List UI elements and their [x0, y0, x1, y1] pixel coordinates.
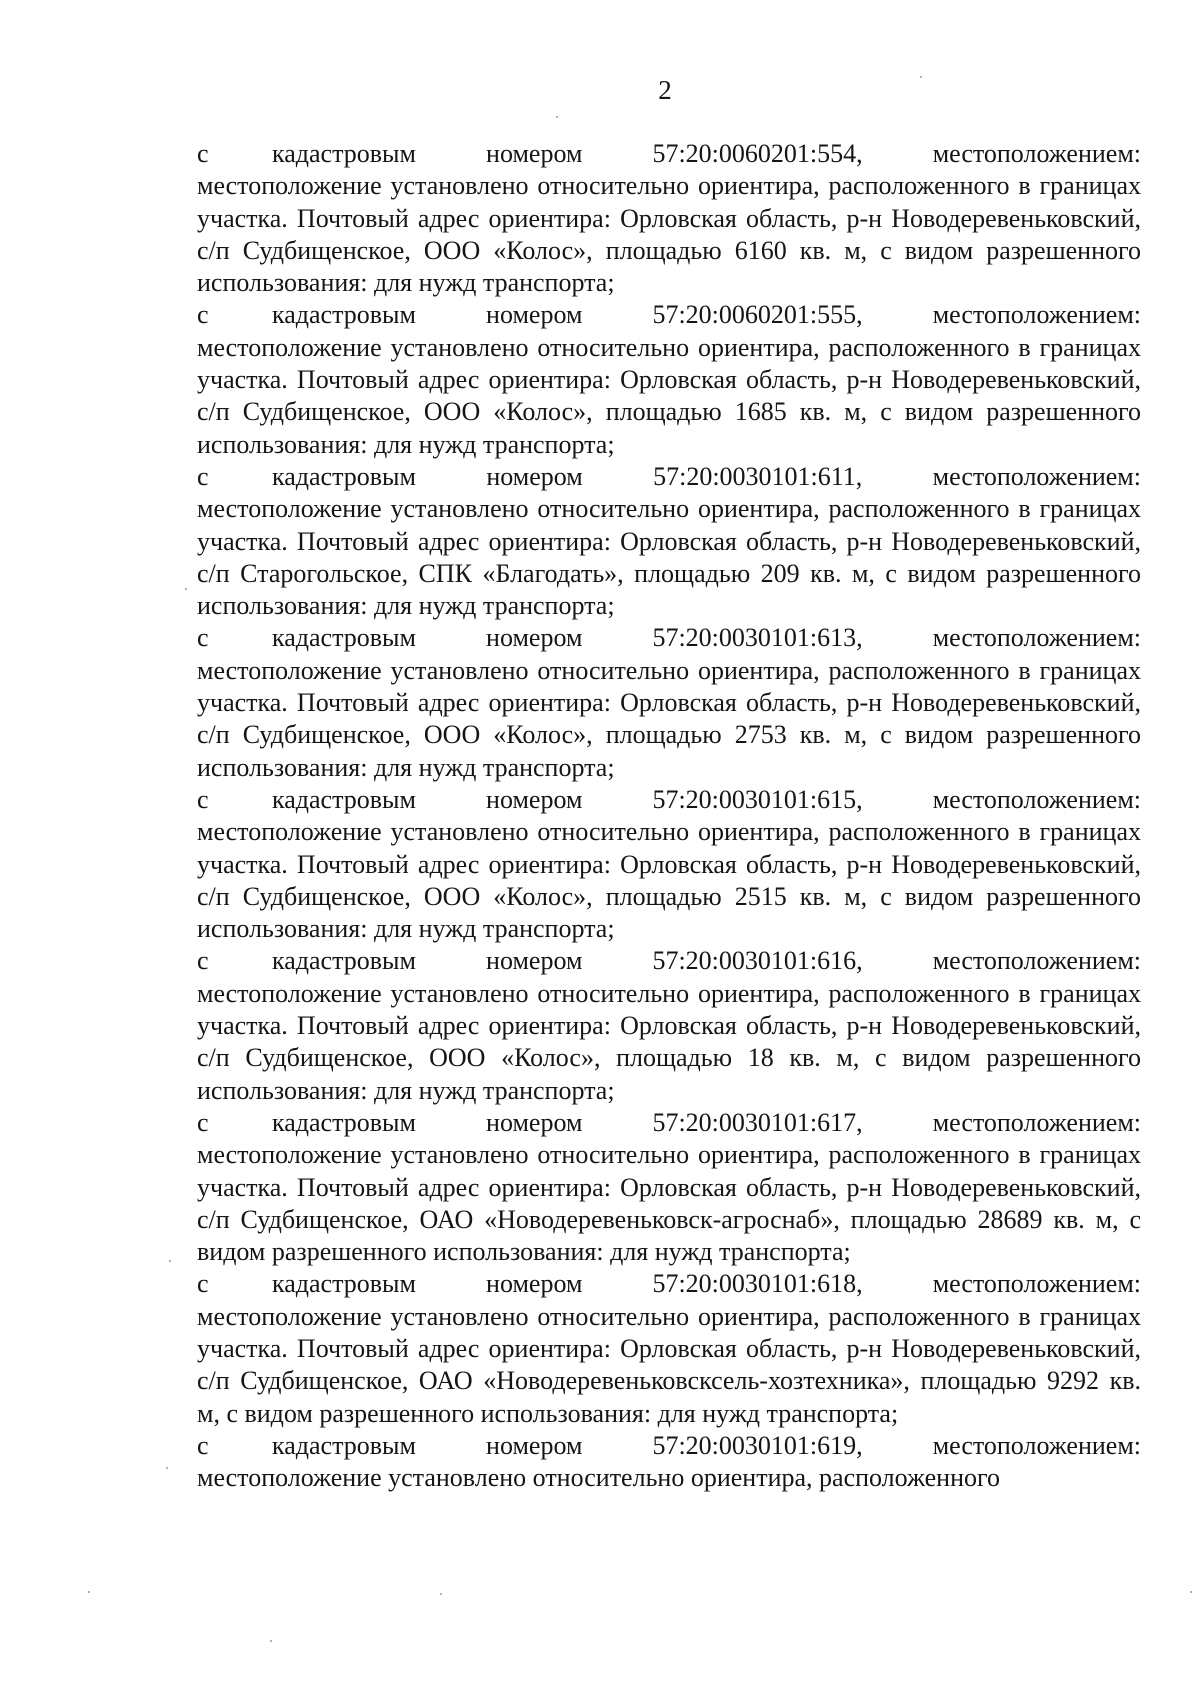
scan-speck [166, 1467, 168, 1469]
cadastral-entry [197, 299, 1141, 460]
entry-head-line [197, 1268, 1141, 1300]
entry-body: местоположение установлено относительно ориентира, расположенного в границах участка. Почтовый адрес ориентира: Орловская область, р-н Новодеревеньковский, с/п Судбищенское, ОАО «Новодеревеньковсксель-хозтехника», площадью 9292 кв. м, с видом разрешенного использования: для нужд транспорта; [197, 1301, 1141, 1428]
entry-body: местоположение установлено относительно ориентира, расположенного в границах участка. Почтовый адрес ориентира: Орловская область, р-н Новодеревеньковский, с/п Судбищенское, ООО «Колос», площадью 2753 кв. м, с видом разрешенного использования: для нужд транспорта; [197, 655, 1141, 782]
entry-head-line [197, 1430, 1141, 1462]
entry-lead: с [197, 946, 209, 976]
scan-speck [169, 1260, 171, 1262]
cadastral-entry [197, 461, 1141, 622]
entry-head: кадастровым номером 57:20:0030101:615, местоположением: [272, 784, 1141, 814]
entry-head-line [197, 461, 1141, 493]
cadastral-entry [197, 622, 1141, 783]
entry-lead: с [197, 1107, 209, 1137]
entry-head: кадастровым номером 57:20:0060201:554, местоположением: [272, 139, 1141, 168]
entry-head: кадастровым номером 57:20:0030101:619, местоположением: [272, 1430, 1141, 1460]
entry-head-line [197, 622, 1141, 654]
entry-head-line [197, 299, 1141, 331]
entry-lead: с [197, 784, 209, 814]
cadastral-entry [197, 784, 1141, 945]
cadastral-entry [197, 1268, 1141, 1429]
entry-body: местоположение установлено относительно ориентира, расположенного в границах участка. Почтовый адрес ориентира: Орловская область, р-н Новодеревеньковский, с/п Судбищенское, ОАО «Новодеревеньковск-агроснаб», площадью 28689 кв. м, с видом разрешенного использования: для нужд транспорта; [197, 1140, 1141, 1267]
cadastral-entry [197, 945, 1141, 1106]
entry-body: местоположение установлено относительно ориентира, расположенного в границах участка. Почтовый адрес ориентира: Орловская область, р-н Новодеревеньковский, с/п Судбищенское, ООО «Колос», площадью 2515 кв. м, с видом разрешенного использования: для нужд транспорта; [197, 817, 1141, 944]
entry-lead: с [197, 1430, 209, 1460]
entry-head: кадастровым номером 57:20:0030101:611, местоположением: [272, 461, 1141, 491]
scan-speck [556, 116, 558, 118]
entry-body: местоположение установлено относительно ориентира, расположенного в границах участка. Почтовый адрес ориентира: Орловская область, р-н Новодеревеньковский, с/п Судбищенское, ООО «Колос», площадью 6160 кв. м, с видом разрешенного использования: для нужд транспорта; [197, 171, 1141, 298]
cadastral-entry [197, 1107, 1141, 1268]
scan-speck [185, 588, 187, 590]
entry-head: кадастровым номером 57:20:0030101:618, местоположением: [272, 1269, 1141, 1299]
scan-speck [920, 76, 922, 78]
entry-head: кадастровым номером 57:20:0030101:616, местоположением: [272, 946, 1141, 976]
entry-head: кадастровым номером 57:20:0030101:613, местоположением: [272, 623, 1141, 653]
entry-head-line [197, 1107, 1141, 1139]
entry-body: местоположение установлено относительно ориентира, расположенного [197, 1463, 1001, 1493]
entry-head-line [197, 945, 1141, 977]
cadastral-entry [197, 138, 1141, 299]
entry-body: местоположение установлено относительно ориентира, расположенного в границах участка. Почтовый адрес ориентира: Орловская область, р-н Новодеревеньковский, с/п Старогольское, СПК «Благодать», площадью 209 кв. м, с видом разрешенного использования: для нужд транспорта; [197, 494, 1141, 621]
cadastral-entry [197, 1430, 1141, 1495]
entry-lead: с [197, 139, 209, 168]
entry-lead: с [197, 461, 209, 491]
scan-speck [88, 1591, 90, 1593]
page-number: 2 [658, 75, 672, 105]
document-body [197, 138, 1141, 1494]
entry-head-line [197, 784, 1141, 816]
entry-head-line [197, 138, 1141, 170]
entry-lead: с [197, 300, 209, 330]
entry-lead: с [197, 1269, 209, 1299]
entry-head: кадастровым номером 57:20:0060201:555, местоположением: [272, 300, 1141, 330]
entry-lead: с [197, 623, 209, 653]
scan-speck [440, 1593, 442, 1595]
entry-body: местоположение установлено относительно ориентира, расположенного в границах участка. Почтовый адрес ориентира: Орловская область, р-н Новодеревеньковский, с/п Судбищенское, ООО «Колос», площадью 18 кв. м, с видом разрешенного использования: для нужд транспорта; [197, 978, 1141, 1105]
scan-speck [270, 1640, 272, 1642]
entry-head: кадастровым номером 57:20:0030101:617, местоположением: [272, 1107, 1141, 1137]
scan-speck [1190, 1591, 1192, 1593]
entry-body: местоположение установлено относительно ориентира, расположенного в границах участка. Почтовый адрес ориентира: Орловская область, р-н Новодеревеньковский, с/п Судбищенское, ООО «Колос», площадью 1685 кв. м, с видом разрешенного использования: для нужд транспорта; [197, 332, 1141, 459]
